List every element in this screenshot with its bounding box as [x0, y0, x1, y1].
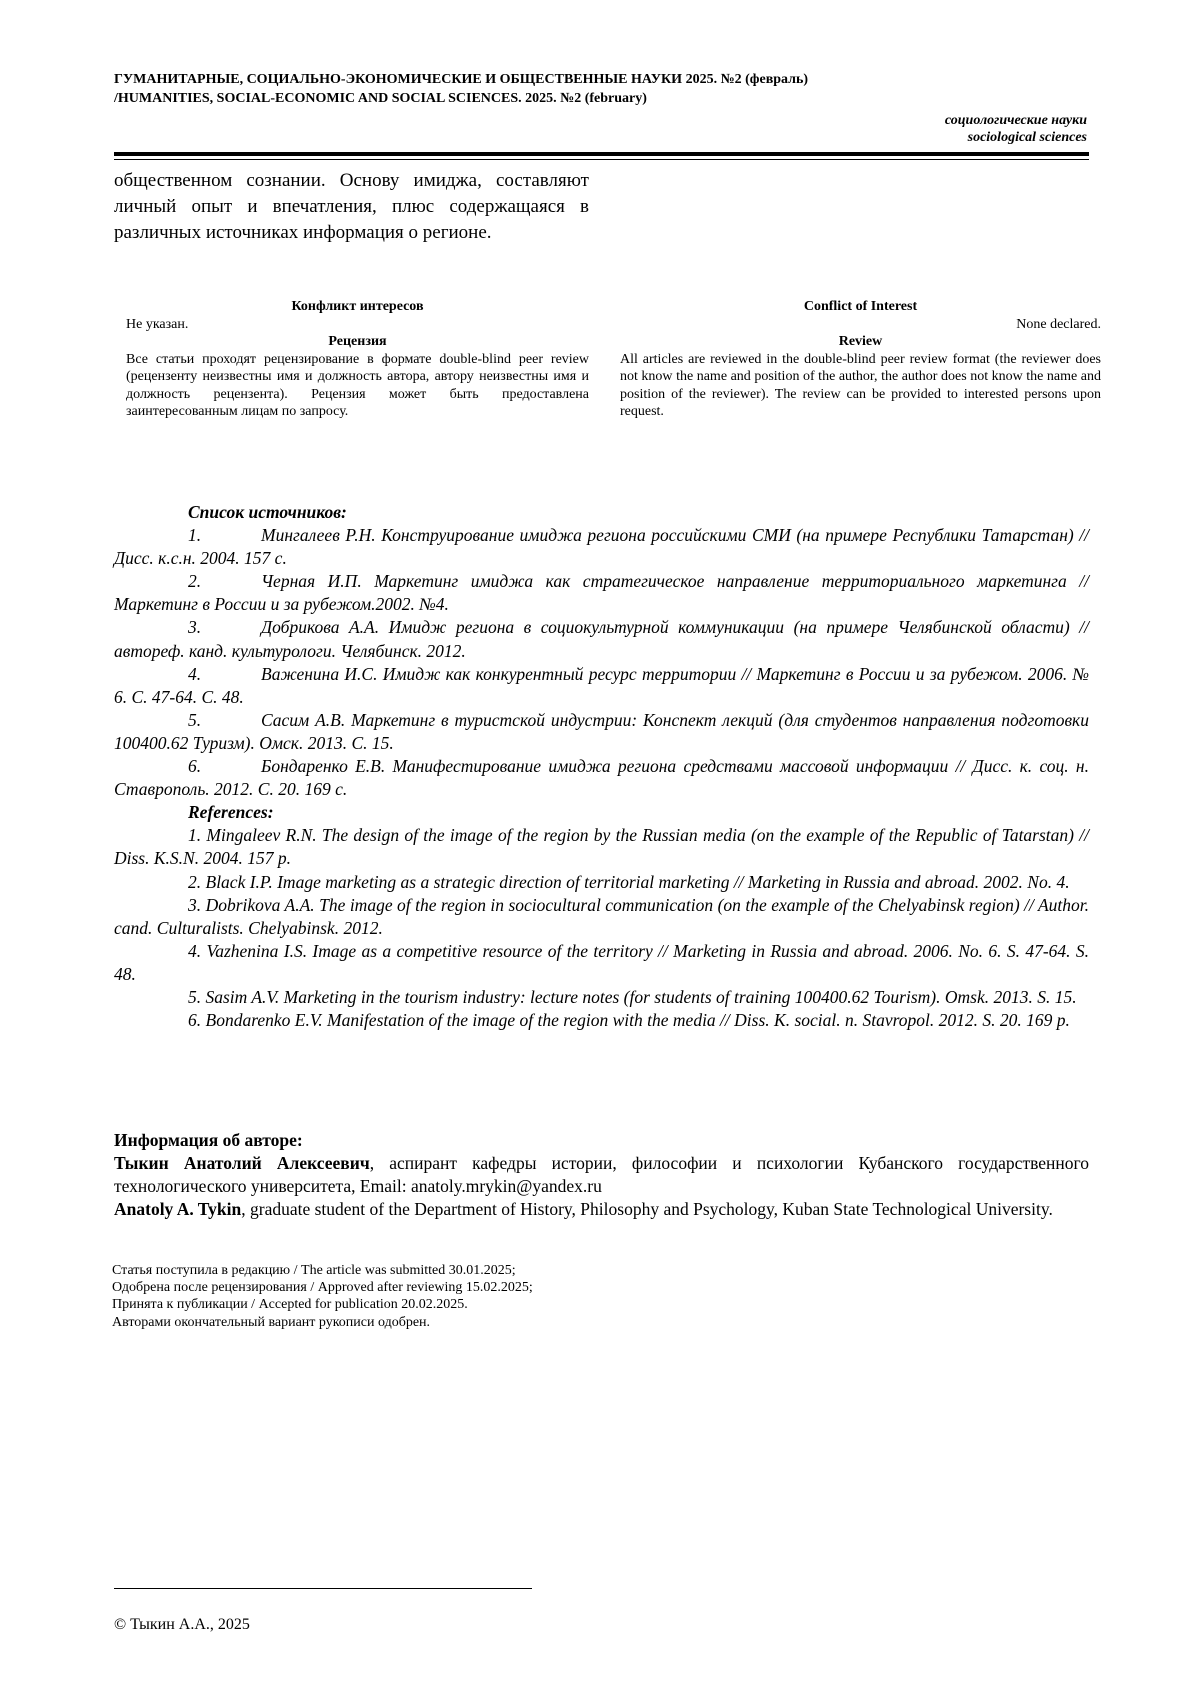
references-title: References: — [188, 802, 274, 823]
reference-item: 1. Mingaleev R.N. The design of the image of the region by the Russian media (on the example of the Republic of Tatarstan) // Diss. K.S.N. 2004. 157 p. — [114, 825, 1089, 869]
declarations-en — [620, 298, 1101, 421]
source-item: 6. Бондаренко Е.В. Манифестирование имиджа региона средствами массовой информации // Дисс. к. соц. н. Ставрополь. 2012. С. 20. 169 с. — [114, 756, 1089, 800]
author-name-en: Anatoly A. Tykin — [114, 1199, 242, 1220]
author-info-title: Информация об авторе: — [114, 1130, 303, 1150]
review-title-en: Review — [838, 334, 883, 349]
section-label-ru: социологические науки — [944, 113, 1087, 128]
journal-title-ru: ГУМАНИТАРНЫЕ, СОЦИАЛЬНО-ЭКОНОМИЧЕСКИЕ И ОБЩЕСТВЕННЫЕ НАУКИ 2025. №2 (февраль) — [114, 72, 809, 87]
source-item: 2. Черная И.П. Маркетинг имиджа как стратегическое направление территориального маркетинга // Маркетинг в России и за рубежом.2002. №4. — [114, 571, 1089, 615]
conflict-text-en: None declared. — [1016, 316, 1101, 332]
author-info — [114, 1129, 1089, 1221]
submission-dates — [112, 1262, 533, 1331]
author-name-ru: Тыкин Анатолий Алексеевич — [114, 1153, 370, 1174]
header-rule-thin — [114, 159, 1089, 160]
section-label-en: sociological sciences — [967, 130, 1087, 145]
source-item: 3. Добрикова А.А. Имидж региона в социокультурной коммуникации (на примере Челябинской области) // автореф. канд. культурологи. Челябинск. 2012. — [114, 617, 1089, 661]
reference-item: 3. Dobrikova A.A. The image of the region in sociocultural communication (on the example of the Chelyabinsk region) // Author. cand. Culturalists. Chelyabinsk. 2012. — [114, 894, 1089, 938]
source-item: 1. Мингалеев Р.Н. Конструирование имиджа региона российскими СМИ (на примере Республики Татарстан) // Дисс. к.с.н. 2004. 157 с. — [114, 525, 1089, 569]
review-text-ru: Все статьи проходят рецензирование в формате double-blind peer review (рецензенту неизвестны имя и должность автора, автору неизвестны имя и должность рецензента). Рецензия может быть предоставлена заинтересованным лицам по запросу. — [126, 351, 589, 419]
reference-item: 4. Vazhenina I.S. Image as a competitive resource of the territory // Marketing in Russia and abroad. 2006. No. 6. S. 47-64. S. 48. — [114, 940, 1089, 984]
reference-item: 6. Bondarenko E.V. Manifestation of the image of the region with the media // Diss. K. social. n. Stavropol. 2012. S. 20. 169 p. — [188, 1010, 1070, 1031]
body-continuation: общественном сознании. Основу имиджа, составляют личный опыт и впечатления, плюс содержащаяся в различных источниках информация о регионе. — [114, 170, 589, 243]
declarations-ru — [126, 298, 589, 421]
conflict-title-en: Conflict of Interest — [803, 299, 918, 314]
date-approved: Одобрена после рецензирования / Approved after reviewing 15.02.2025; — [112, 1280, 533, 1296]
reference-item: 2. Black I.P. Image marketing as a strategic direction of territorial marketing // Marketing in Russia and abroad. 2002. No. 4. — [188, 871, 1070, 892]
source-item: 5. Сасим А.В. Маркетинг в туристской индустрии: Конспект лекций (для студентов направления подготовки 100400.62 Туризм). Омск. 2013. С. 15. — [114, 709, 1089, 753]
header-rule-thick — [114, 152, 1089, 156]
conflict-title-ru: Конфликт интересов — [291, 299, 424, 314]
copyright-notice: © Тыкин А.А., 2025 — [114, 1616, 250, 1633]
author-bio-ru: Тыкин Анатолий Алексеевич, аспирант кафедры истории, философии и психологии Кубанского государственного технологического университета, Email: anatoly.mrykin@yandex.ru — [114, 1153, 1089, 1197]
review-text-en: All articles are reviewed in the double-blind peer review format (the reviewer does not know the name and position of the author, the author does not know the name and position of the reviewer). The review can be provided to interested persons upon request. — [620, 351, 1101, 419]
footnote-rule — [114, 1588, 532, 1589]
sources-title: Список источников: — [188, 502, 347, 522]
reference-list — [114, 501, 1089, 1032]
manuscript-approved-note: Авторами окончательный вариант рукописи одобрен. — [112, 1314, 431, 1330]
author-bio-en: Anatoly A. Tykin, graduate student of the Department of History, Philosophy and Psychology, Kuban State Technological University. — [114, 1199, 1053, 1220]
review-title-ru: Рецензия — [328, 334, 387, 349]
section-label — [945, 112, 1087, 146]
source-item: 4. Важенина И.С. Имидж как конкурентный ресурс территории // Маркетинг в России и за рубежом. 2006. № 6. С. 47-64. С. 48. — [114, 663, 1089, 707]
reference-item: 5. Sasim A.V. Marketing in the tourism industry: lecture notes (for students of training 100400.62 Tourism). Omsk. 2013. S. 15. — [188, 986, 1077, 1007]
conflict-text-ru: Не указан. — [126, 316, 189, 332]
date-submitted: Статья поступила в редакцию / The article was submitted 30.01.2025; — [112, 1263, 516, 1278]
journal-title-en: /HUMANITIES, SOCIAL-ECONOMIC AND SOCIAL SCIENCES. 2025. №2 (february) — [114, 91, 647, 106]
date-accepted: Принята к публикации / Accepted for publication 20.02.2025. — [112, 1297, 468, 1313]
